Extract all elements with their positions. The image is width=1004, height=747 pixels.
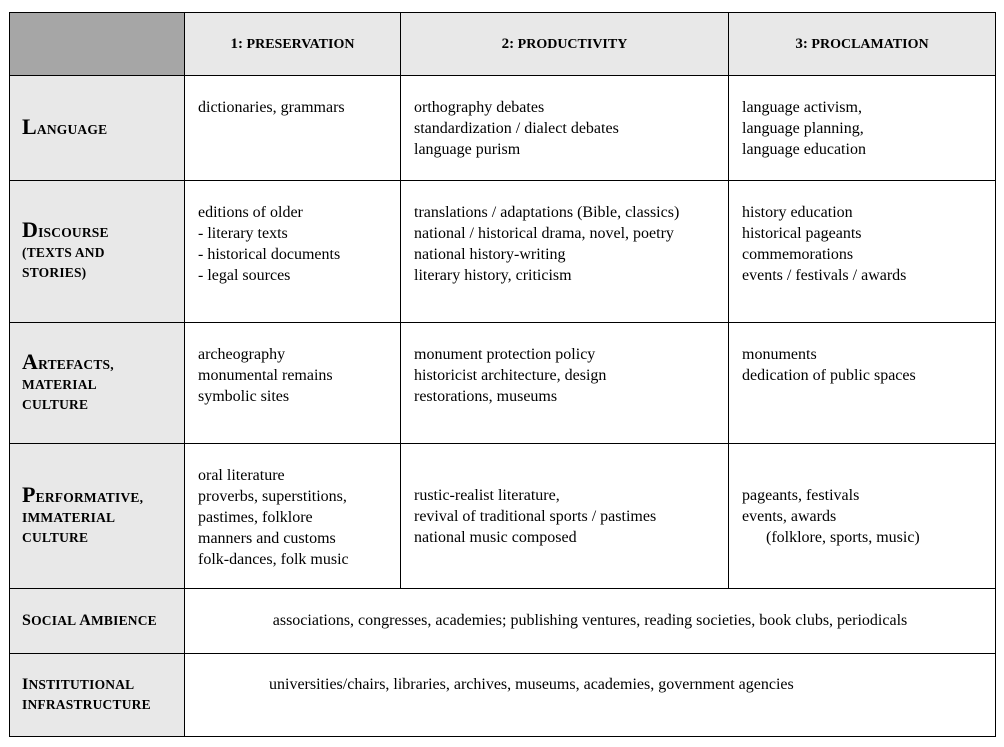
cell-line: proverbs, superstitions, [198, 488, 347, 505]
row-header-line: SOCIAL AMBIENCE [22, 612, 157, 629]
cell-line: archeography [198, 346, 286, 363]
row-institutional-infrastructure [10, 654, 996, 737]
row-social-ambience [10, 589, 996, 654]
row-language [10, 76, 996, 181]
cell-language-preservation [185, 76, 401, 181]
cell-institutional-infrastructure: universities/chairs, libraries, archives, museums, academies, government agencies [185, 654, 996, 737]
cell-language-proclamation [729, 76, 996, 181]
column-header-productivity [401, 13, 729, 76]
column-label: PRODUCTIVITY [517, 36, 628, 52]
row-header-social-ambience [10, 589, 185, 654]
cell-line: language activism, [742, 99, 862, 116]
cell-line: commemorations [742, 246, 854, 263]
cell-line: dedication of public spaces [742, 367, 916, 384]
cell-line: - historical documents [198, 246, 341, 263]
cell-line: orthography debates [414, 99, 545, 116]
cell-language-productivity [401, 76, 729, 181]
cell-line: monuments [742, 346, 817, 363]
row-header-line: IMMATERIAL [22, 509, 116, 525]
cell-line: language education [742, 141, 866, 158]
cell-line: symbolic sites [198, 388, 290, 405]
cell-artefacts-preservation [185, 323, 401, 444]
cell-discourse-productivity [401, 181, 729, 323]
row-header-language [10, 76, 185, 181]
cell-line: events / festivals / awards [742, 267, 907, 284]
cell-line: language planning, [742, 120, 864, 137]
row-header-line: LANGUAGE [22, 113, 108, 139]
cell-line: standardization / dialect debates [414, 120, 619, 137]
cell-performative-preservation [185, 444, 401, 589]
cell-line: national / historical drama, novel, poetry [414, 225, 674, 242]
row-header-line: PERFORMATIVE, [22, 481, 144, 507]
row-header-artefacts [10, 323, 185, 444]
cell-line: dictionaries, grammars [198, 99, 345, 116]
column-header-proclamation [729, 13, 996, 76]
cell-line: pageants, festivals [742, 486, 860, 504]
row-header-line: CULTURE [22, 529, 89, 545]
cell-line: - literary texts [198, 225, 288, 242]
row-header-line: DISCOURSE [22, 217, 109, 242]
row-header-line: INFRASTRUCTURE [22, 697, 151, 712]
cell-line: oral literature [198, 467, 285, 484]
row-header-discourse [10, 181, 185, 323]
cell-line: language purism [414, 141, 521, 158]
row-header-line: STORIES) [22, 265, 87, 280]
header-row [10, 13, 996, 76]
row-header-line: ARTEFACTS, [22, 348, 114, 374]
cell-line: restorations, museums [414, 388, 558, 405]
row-header-institutional [10, 654, 185, 737]
cell-social-ambience: associations, congresses, academies; publishing ventures, reading societies, book clubs, periodicals [185, 589, 996, 654]
cell-line: events, awards [742, 507, 837, 525]
cell-line: monument protection policy [414, 346, 596, 363]
row-header-line: (TEXTS AND [22, 245, 105, 260]
cell-line: - legal sources [198, 267, 291, 284]
row-header-line: MATERIAL [22, 376, 97, 392]
column-header-preservation [185, 13, 401, 76]
cell-line: historicist architecture, design [414, 367, 607, 384]
cell-discourse-proclamation [729, 181, 996, 323]
cell-discourse-preservation [185, 181, 401, 323]
column-label: PROCLAMATION [811, 36, 929, 52]
cell-line: editions of older [198, 204, 303, 221]
row-artefacts [10, 323, 996, 444]
cell-line: history education [742, 204, 853, 221]
cell-line: (folklore, sports, music) [766, 528, 920, 546]
cell-line: folk-dances, folk music [198, 551, 349, 568]
cell-line: national music composed [414, 528, 577, 546]
column-label: PRESERVATION [246, 36, 355, 52]
row-header-performative [10, 444, 185, 589]
cell-performative-productivity [401, 444, 729, 589]
cell-performative-proclamation [729, 444, 996, 589]
culture-matrix-table [9, 12, 996, 737]
column-number: 1: [230, 35, 244, 52]
cell-line: translations / adaptations (Bible, classics) [414, 204, 680, 221]
cell-line: pastimes, folklore [198, 509, 313, 526]
cell-line: revival of traditional sports / pastimes [414, 507, 657, 525]
cell-artefacts-proclamation [729, 323, 996, 444]
cell-line: historical pageants [742, 225, 862, 242]
corner-cell [10, 13, 185, 76]
cell-artefacts-productivity [401, 323, 729, 444]
cell-line: rustic-realist literature, [414, 486, 560, 504]
column-number: 3: [795, 35, 808, 52]
column-number: 2: [501, 35, 515, 52]
row-header-line: INSTITUTIONAL [22, 676, 135, 693]
cell-line: literary history, criticism [414, 267, 572, 284]
row-discourse [10, 181, 996, 323]
row-header-line: CULTURE [22, 396, 89, 412]
row-performative [10, 444, 996, 589]
cell-line: monumental remains [198, 367, 333, 384]
cell-line: manners and customs [198, 530, 336, 547]
cell-line: national history-writing [414, 246, 566, 263]
